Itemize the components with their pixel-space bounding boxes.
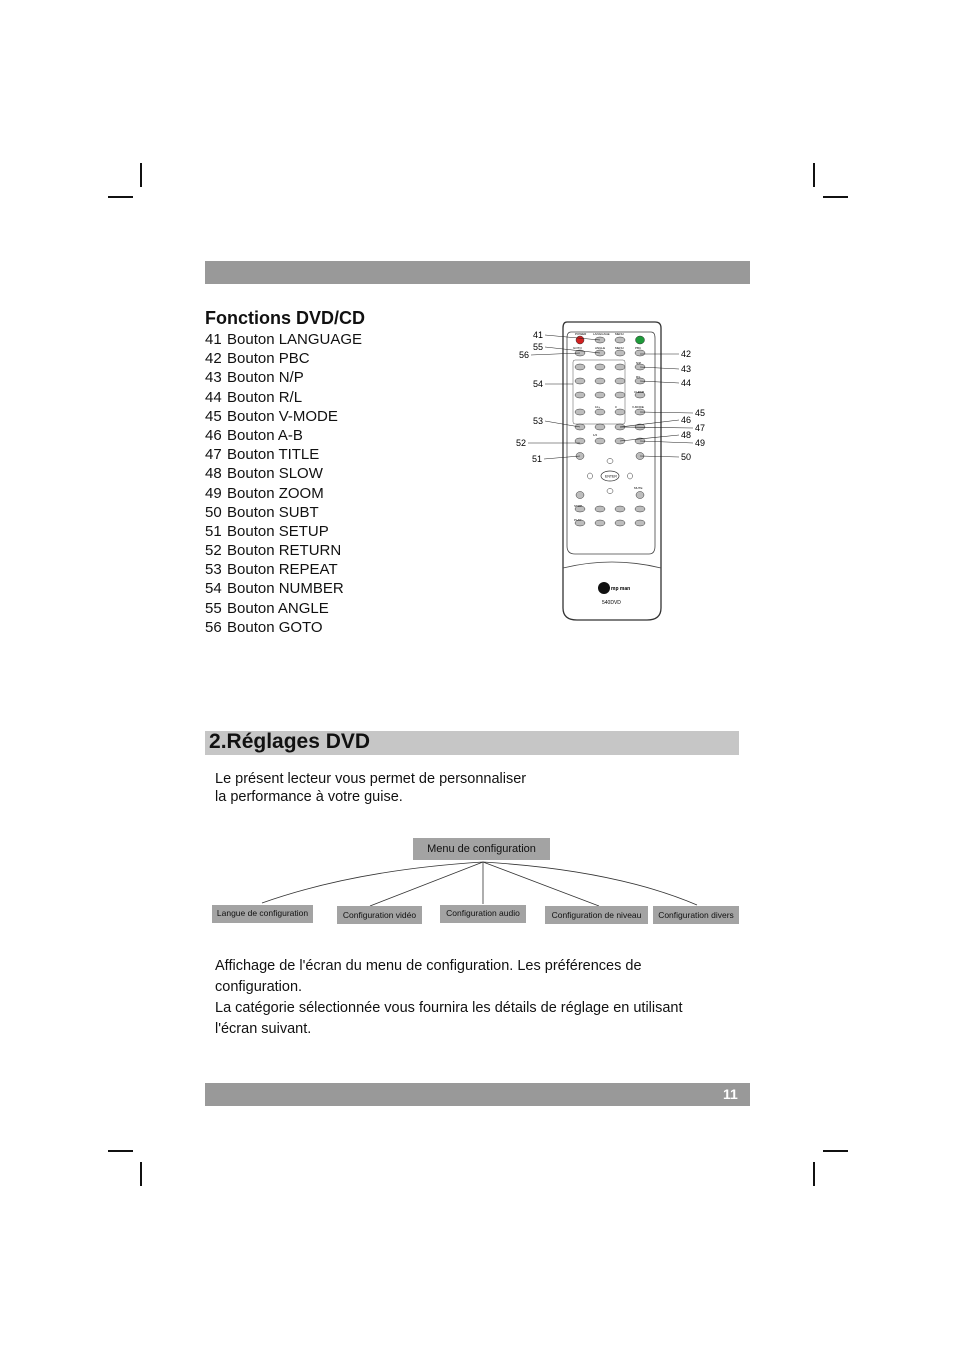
header-bar — [205, 261, 750, 284]
config-menu-diagram — [205, 835, 745, 930]
function-number: 53 — [205, 561, 222, 579]
crop-mark — [140, 163, 142, 187]
function-label: Bouton NUMBER — [227, 580, 344, 598]
remote-callout-label: 43 — [681, 364, 692, 374]
remote-button — [607, 459, 613, 464]
connector-line — [483, 862, 599, 906]
function-label: Bouton ZOOM — [227, 484, 324, 502]
remote-button — [595, 378, 605, 384]
function-label: Bouton PBC — [227, 350, 310, 368]
intro-paragraph — [215, 770, 526, 806]
remote-button — [588, 473, 593, 479]
function-number: 42 — [205, 350, 222, 368]
function-list-item — [205, 579, 362, 598]
function-list-item — [205, 618, 362, 637]
remote-button — [615, 409, 625, 415]
body-line: La catégorie sélectionnée vous fournira les détails de réglage en utilisant — [215, 1000, 683, 1016]
function-list-item — [205, 388, 362, 407]
remote-button — [595, 424, 605, 430]
function-list-item — [205, 522, 362, 541]
function-label: Bouton ANGLE — [227, 599, 329, 617]
remote-callout-label: 53 — [533, 416, 544, 426]
function-list-item — [205, 368, 362, 387]
remote-callout-label: 45 — [695, 408, 706, 418]
connector-line — [262, 862, 483, 903]
function-list-item — [205, 426, 362, 445]
remote-brand: mp man — [611, 586, 631, 592]
crop-mark — [823, 1150, 848, 1152]
remote-button — [615, 506, 625, 512]
remote-callout-label: 55 — [533, 342, 544, 352]
section-title-text: Réglages DVD — [226, 730, 371, 753]
function-list-item — [205, 599, 362, 618]
connector-line — [483, 862, 697, 905]
remote-button — [636, 492, 644, 499]
function-label: Bouton LANGUAGE — [227, 331, 363, 348]
function-label: Bouton SLOW — [227, 465, 323, 483]
remote-label-0: 0 — [615, 405, 617, 409]
remote-button — [595, 364, 605, 370]
remote-label-pbc: PBC — [635, 346, 642, 350]
remote-button — [628, 473, 633, 479]
function-number: 45 — [205, 407, 222, 425]
remote-callout-label: 54 — [533, 379, 544, 389]
function-list — [205, 330, 362, 637]
remote-button — [595, 392, 605, 398]
function-list-item — [205, 464, 362, 483]
remote-button — [575, 378, 585, 384]
page-number: 11 — [723, 1086, 738, 1102]
remote-label-enter: ENTER — [605, 474, 617, 479]
function-label: Bouton TITLE — [227, 446, 320, 464]
remote-label-half: 1/2 — [593, 433, 598, 437]
remote-button — [607, 489, 613, 494]
remote-label-vmode: V-MODE — [632, 405, 644, 409]
section-number: 2 — [209, 730, 221, 753]
function-number: 52 — [205, 542, 222, 560]
function-list-item — [205, 445, 362, 464]
remote-button — [576, 492, 584, 499]
remote-label-power: POWER — [575, 332, 587, 336]
remote-callout-label: 56 — [519, 350, 530, 360]
remote-callout-label: 49 — [695, 438, 706, 448]
function-list-item — [205, 560, 362, 579]
function-label: Bouton SUBT — [227, 503, 319, 521]
crop-mark — [108, 1150, 133, 1152]
remote-button — [615, 378, 625, 384]
function-label: Bouton N/P — [227, 369, 304, 387]
remote-label-np: N/P — [636, 361, 642, 365]
function-number: 47 — [205, 446, 222, 464]
function-number: 44 — [205, 388, 222, 406]
remote-callout-label: 50 — [681, 452, 692, 462]
remote-callout-label: 47 — [695, 423, 706, 433]
remote-label-play: PLAY — [574, 518, 582, 522]
remote-callout-label: 42 — [681, 349, 692, 359]
section-2-title: 2.Réglages DVD — [209, 730, 371, 753]
menu-child-box: Configuration de niveau — [545, 906, 648, 924]
body-line: l'écran suivant. — [215, 1021, 312, 1037]
connector-line — [370, 862, 483, 906]
remote-label-rl: R/L — [636, 375, 641, 379]
eject-button — [636, 336, 645, 344]
function-number: 54 — [205, 580, 222, 598]
remote-button — [615, 364, 625, 370]
section-title: Fonctions DVD/CD — [205, 308, 365, 328]
menu-root-box: Menu de configuration — [413, 838, 550, 860]
function-label: Bouton GOTO — [227, 618, 323, 636]
function-number: 43 — [205, 369, 222, 387]
remote-callout-label: 41 — [533, 330, 544, 340]
menu-child-box: Configuration vidéo — [337, 906, 422, 924]
remote-label-menu: MENU — [615, 332, 624, 336]
remote-label-language: LANGUAGE — [593, 332, 610, 336]
remote-button — [575, 364, 585, 370]
remote-button — [595, 438, 605, 444]
remote-button — [635, 520, 645, 526]
remote-button — [615, 350, 625, 356]
function-number: 49 — [205, 484, 222, 502]
function-label: Bouton RETURN — [227, 542, 342, 560]
function-list-item — [205, 330, 362, 349]
menu-child-box: Langue de configuration — [212, 905, 313, 923]
function-list-item — [205, 503, 362, 522]
remote-button — [635, 506, 645, 512]
body-line: Affichage de l'écran du menu de configuration. Les préférences de — [215, 958, 642, 974]
intro-line: la performance à votre guise. — [215, 789, 403, 805]
remote-button — [615, 520, 625, 526]
menu-child-box: Configuration divers — [653, 906, 739, 924]
remote-label-clear: CLEAR — [634, 390, 645, 394]
function-number: 51 — [205, 522, 222, 540]
remote-button — [595, 506, 605, 512]
menu-child-box: Configuration audio — [440, 905, 526, 923]
remote-label-10plus: 10+ — [595, 405, 601, 409]
power-button — [576, 336, 584, 344]
function-number: 50 — [205, 503, 222, 521]
remote-button — [595, 409, 605, 415]
crop-mark — [813, 163, 815, 187]
function-list-item — [205, 349, 362, 368]
intro-line: Le présent lecteur vous permet de personnaliser — [215, 771, 527, 787]
remote-callout-label: 46 — [681, 415, 692, 425]
brand-logo-icon — [598, 582, 610, 594]
remote-label-goto: GOTO — [573, 346, 582, 350]
remote-button — [575, 409, 585, 415]
remote-label-angle: ANGLE — [595, 346, 606, 350]
remote-label-stop: STOP — [574, 504, 583, 508]
remote-callout-label: 48 — [681, 430, 692, 440]
remote-callout-label: 51 — [532, 454, 543, 464]
function-number: 48 — [205, 465, 222, 483]
remote-button — [595, 520, 605, 526]
function-list-item — [205, 484, 362, 503]
remote-model: 540DVD — [602, 600, 621, 606]
remote-label-mute: MUTE — [634, 486, 643, 490]
function-list-item — [205, 541, 362, 560]
crop-mark — [813, 1162, 815, 1186]
remote-button — [615, 392, 625, 398]
remote-control-illustration — [505, 318, 725, 630]
function-number: 46 — [205, 426, 222, 444]
crop-mark — [823, 196, 848, 198]
remote-callout-label: 44 — [681, 378, 692, 388]
crop-mark — [140, 1162, 142, 1186]
function-label: Bouton REPEAT — [227, 561, 338, 579]
body-line: configuration. — [215, 979, 303, 995]
remote-button — [635, 350, 645, 356]
body-paragraph — [215, 956, 683, 1040]
function-number: 56 — [205, 618, 222, 636]
crop-mark — [108, 196, 133, 198]
remote-callout-label: 52 — [516, 438, 527, 448]
function-list-item — [205, 407, 362, 426]
function-label: Bouton V-MODE — [227, 407, 338, 425]
remote-button — [575, 392, 585, 398]
function-number: 41 — [205, 331, 222, 348]
function-label: Bouton A-B — [227, 426, 303, 444]
function-label: Bouton SETUP — [227, 522, 329, 540]
footer-bar — [205, 1083, 750, 1106]
function-label: Bouton R/L — [227, 388, 303, 406]
remote-button — [615, 337, 625, 343]
remote-label-menu2: MENU — [615, 346, 624, 350]
function-number: 55 — [205, 599, 222, 617]
